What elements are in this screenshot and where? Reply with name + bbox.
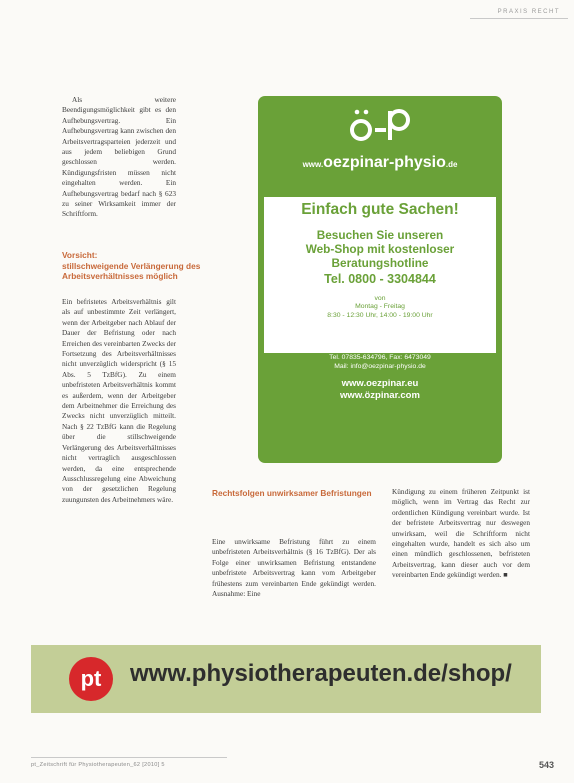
paragraph-rechtsfolgen: Eine unwirksame Befristung führt zu einem unbefristeten Arbeitsverhältnis (§ 16 TzBfG). Der als Folge einer unwirksamen Befristung entstandene unbefristete Arbeitsvertrag kann vom Arbeitgeber frühestens zum vereinbarten Ende gekündigt werden. Ausnahme: Eine: [212, 537, 376, 599]
subheading-vorsicht-line2: stillschweigende Verlängerung des Arbeitsverhältnisses möglich: [62, 260, 201, 282]
ad-web-links: [258, 378, 502, 401]
ad-hours-line2: Montag - Freitag: [355, 303, 405, 311]
subheading-vorsicht: [62, 250, 202, 282]
ad-company-phone: Tel. 07835-634796, Fax: 6473049: [329, 354, 431, 362]
banner-shop-url[interactable]: www.physiotherapeuten.de/shop/: [130, 660, 512, 687]
physiotherapeuten-banner[interactable]: [31, 645, 541, 713]
header-section-label: PRAXIS RECHT: [497, 9, 560, 15]
ad-shop-url[interactable]: [258, 154, 502, 172]
ad-service-text: [264, 228, 496, 271]
paragraph-kuendigung: Kündigung zu einem früheren Zeitpunkt ist möglich, wenn im Vertrag das Recht zur ordentlichen Kündigung vereinbart wurde. Ist der befristete Arbeitsvertrag nur deswegen unwirksam, weil die Schriftform nicht eingehalten wurde, handelt es sich also um einen mündlich geschlossenen, befristeten Arbeitsvertrag, kann dieser auch vor dem vereinbarten Ende gekündigt werden. ■: [392, 487, 530, 580]
ad-url-main: oezpinar-physio: [323, 154, 446, 171]
ad-company-info: [258, 337, 502, 371]
ad-slogan: Einfach gute Sachen!: [301, 201, 459, 218]
ad-service-line2: Web-Shop mit kostenloser: [305, 242, 455, 257]
footer-journal: pt_Zeitschrift für Physiotherapeuten_62 [2010] 5: [31, 762, 165, 768]
header-rule: [470, 18, 568, 19]
middle-column: [212, 537, 376, 599]
left-column-top: [62, 95, 176, 220]
ad-service-line1: Besuchen Sie unseren: [316, 228, 444, 242]
ad-phone: Tel. 0800 - 3304844: [324, 271, 436, 286]
ad-url-prefix: www.: [302, 160, 324, 169]
ad-web-link-2[interactable]: www.özpinar.com: [340, 389, 420, 401]
ad-hours: [264, 295, 496, 321]
left-column-bottom: [62, 297, 176, 505]
page-number: 543: [538, 760, 554, 770]
subheading-vorsicht-line1: Vorsicht:: [62, 250, 98, 260]
pt-logo-icon: pt: [69, 657, 113, 701]
paragraph-verlaengerung: Ein befristetes Arbeitsverhältnis gilt als auf unbestimmte Zeit verlängert, wenn der Arbeitgeber nach Ablauf der Dauer der Befristung oder nach Erreichen des vereinbarten Zwecks der Fortsetzung des Arbeitsverhältnisses nicht unverzüglich widerspricht (§ 15 Abs. 5 TzBfG). Zu einem unbefristeten Arbeitsverhältnis kommt es außerdem, wenn der Arbeitgeber dem Arbeitnehmer die Erreichung des Zwecks nicht unverzüglich mitteilt. Nach § 22 TzBfG kann die Regelung über die stillschweigende Verlängerung des Arbeitsverhältnisses nicht vertraglich ausgeschlossen werden, da eine entsprechende Ausschlussregelung eine Abweichung von der gesetzlichen Regelung zuungunsten des Arbeitnehmers wäre.: [62, 297, 176, 504]
paragraph-aufhebungsvertrag: Als weitere Beendigungsmöglichkeit gibt es den Aufhebungsvertrag. Ein Aufhebungsvertrag kann zwischen den Arbeitsvertragsparteien jederzeit und aus jedem beliebigen Grund geschlossen werden. Kündigungsfristen müssen nicht eingehalten werden. Ein Aufhebungsvertrag bedarf nach § 623 zu seiner Wirksamkeit immer der Schriftform.: [62, 95, 176, 219]
ad-company-mail: Mail: info@oezpinar-physio.de: [334, 362, 426, 370]
subheading-rechtsfolgen: Rechtsfolgen unwirksamer Befristungen: [212, 488, 372, 498]
footer-rule: [31, 757, 227, 758]
ad-company-name: Özpinar-Physio GmbH: [337, 336, 423, 345]
oezpinar-logo-icon: [258, 106, 502, 144]
ad-web-link-1[interactable]: www.oezpinar.eu: [341, 378, 419, 389]
ad-white-box: [264, 197, 496, 353]
ad-hours-line1: von: [374, 294, 386, 302]
ad-service-line3: Beratungshotline: [331, 256, 429, 271]
right-column: [392, 487, 530, 581]
oezpinar-advertisement[interactable]: [258, 96, 502, 463]
ad-hours-line3: 8:30 - 12:30 Uhr, 14:00 - 19:00 Uhr: [327, 311, 433, 319]
ad-company-address: Ingeborg Özpinar, Hanspalmstr. 8, 77791 Biberach: [303, 345, 457, 353]
ad-url-suffix: .de: [445, 160, 458, 169]
